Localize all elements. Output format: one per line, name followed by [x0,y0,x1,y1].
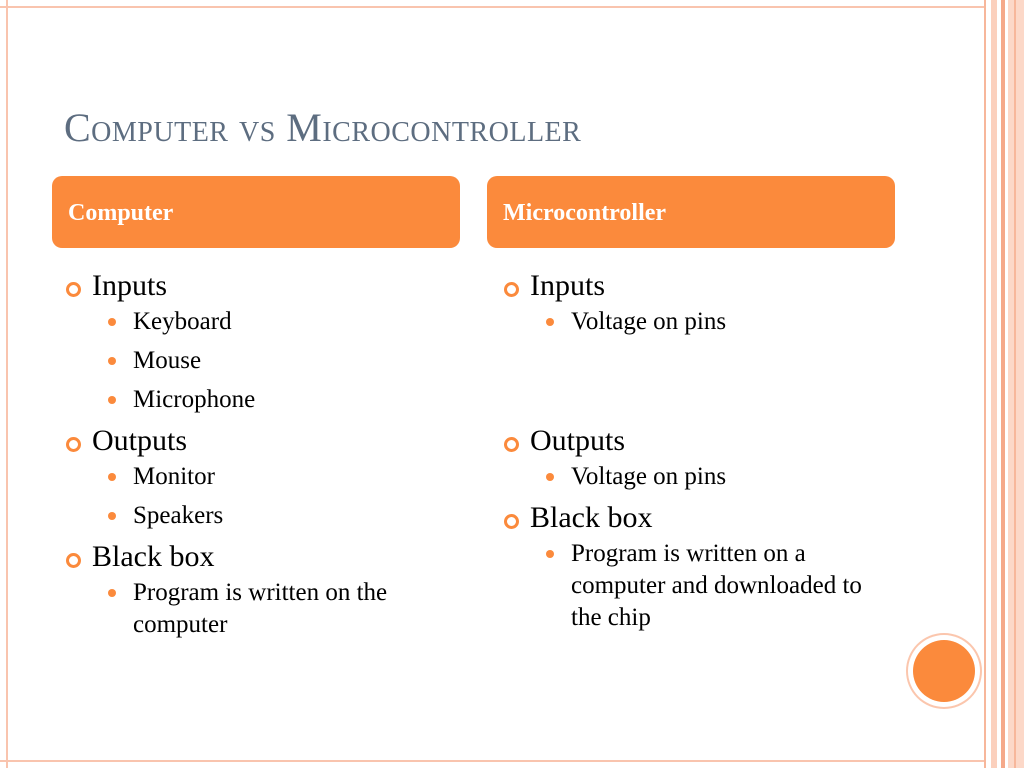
sub-bullet-label: Voltage on pins [571,463,727,490]
ring-bullet-icon [66,282,81,297]
sub-bullet-label: Program is written on the computer [133,579,388,638]
bullet-black-box [62,539,472,575]
sub-bullet [500,461,890,493]
sub-bullet-label: Microphone [133,386,256,413]
spacer [500,345,890,423]
dot-bullet-icon [108,589,116,597]
decorative-stripes [984,0,1024,768]
sub-bullet [500,306,890,338]
frame-line-bottom [0,760,985,762]
bullet-label: Black box [92,540,215,573]
dot-bullet-icon [108,473,116,481]
dot-bullet-icon [108,512,116,520]
sub-bullet-label: Mouse [133,347,202,374]
ring-bullet-icon [504,282,519,297]
ring-bullet-icon [504,437,519,452]
dot-bullet-icon [546,550,554,558]
sub-bullet [62,461,472,493]
column-microcontroller [500,268,890,641]
dot-bullet-icon [546,318,554,326]
bullet-outputs [62,423,472,459]
sub-bullet [62,577,472,641]
bullet-black-box [500,500,890,536]
bullet-inputs [500,268,890,304]
sub-bullet [62,500,472,532]
column-header-microcontroller: Microcontroller [487,176,895,248]
sub-bullet-label: Keyboard [133,308,232,335]
sub-bullet [62,345,472,377]
sub-bullet-label: Program is written on a computer and downloaded to the chip [571,540,862,631]
dot-bullet-icon [108,357,116,365]
bullet-label: Black box [530,501,653,534]
bullet-label: Outputs [92,424,188,457]
bullet-outputs [500,423,890,459]
sub-bullet [62,306,472,338]
slide-title: Computer vs Microcontroller [64,105,582,150]
frame-line-left [6,0,8,768]
bullet-label: Inputs [530,269,605,302]
column-computer [62,268,472,648]
ring-bullet-icon [504,514,519,529]
ring-bullet-icon [66,437,81,452]
dot-bullet-icon [108,396,116,404]
sub-bullet-label: Voltage on pins [571,308,727,335]
corner-circle-decoration [913,640,975,702]
column-header-computer: Computer [52,176,460,248]
sub-bullet-label: Monitor [133,463,215,490]
bullet-label: Inputs [92,269,167,302]
bullet-label: Outputs [530,424,626,457]
dot-bullet-icon [108,318,116,326]
dot-bullet-icon [546,473,554,481]
sub-bullet [500,538,890,634]
sub-bullet-label: Speakers [133,502,224,529]
bullet-inputs [62,268,472,304]
frame-line-top [0,6,985,8]
ring-bullet-icon [66,553,81,568]
sub-bullet [62,384,472,416]
